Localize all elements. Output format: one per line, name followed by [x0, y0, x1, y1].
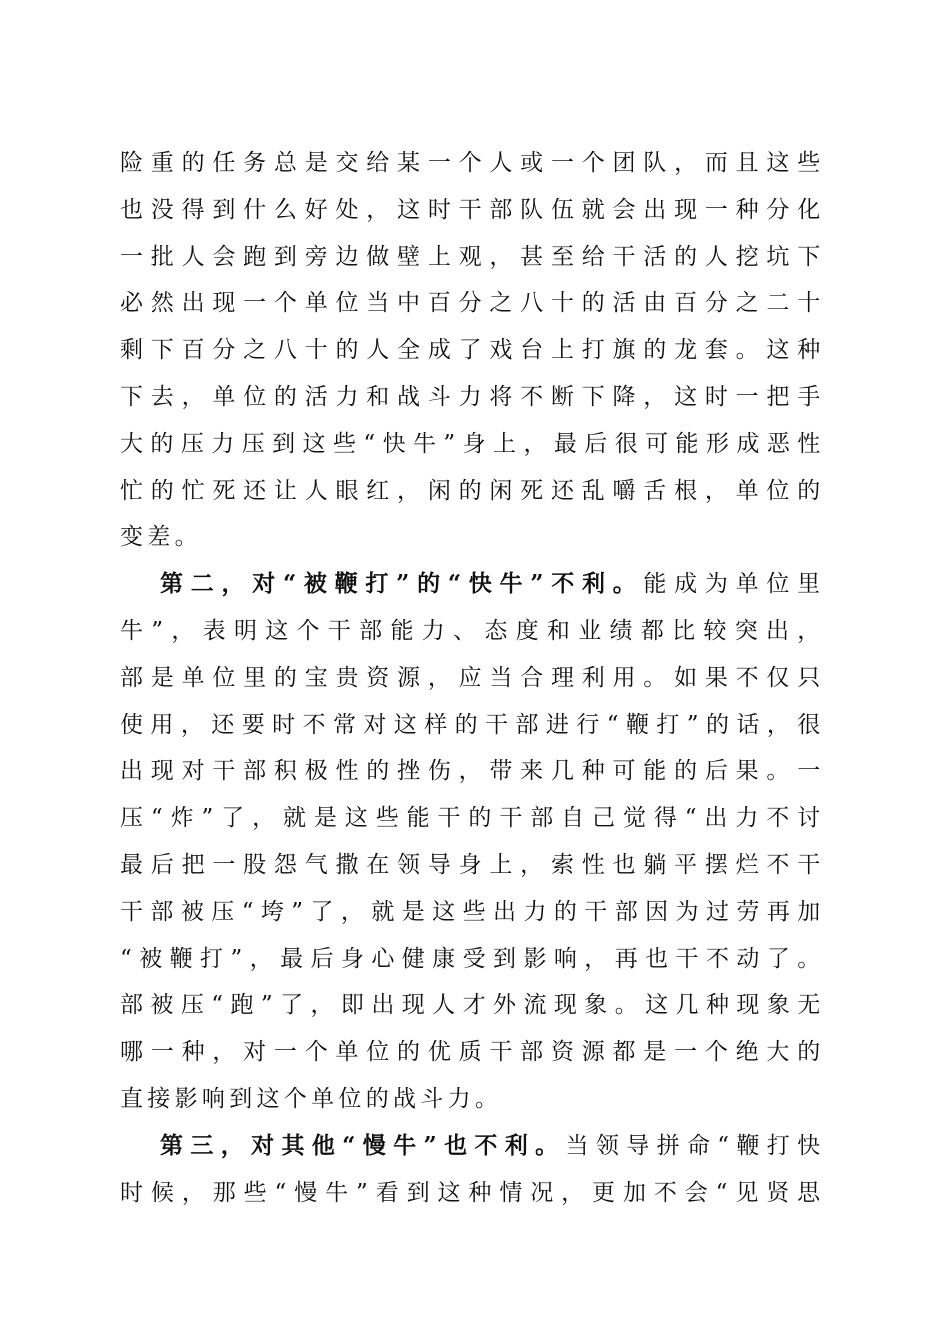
document-body	[120, 140, 820, 1216]
text-line: 最 后 把 一 股 怨 气 撒 在 领 导 身 上 ， 索 性 也 躺 平 摆 烂 不 干	[120, 851, 820, 878]
text-line: 直接影响到这个单位的战斗力。	[120, 1085, 503, 1112]
text-line: 忙 的 忙 死 还 让 人 眼 红 ， 闲 的 闲 死 还 乱 嚼 舌 根 ， 单 位 的	[120, 477, 820, 504]
text-line: 下 去 ， 单 位 的 活 力 和 战 斗 力 将 不 断 下 降 ， 这 时 一 把 手	[120, 383, 820, 410]
text-line: “ 被 鞭 打 ” ， 最 后 身 心 健 康 受 到 影 响 ， 再 也 干 不 动 了 。	[120, 945, 820, 972]
text-line: 变差。	[120, 524, 202, 551]
text-line: 也 没 得 到 什 么 好 处 ， 这 时 干 部 队 伍 就 会 出 现 一 种 分 化	[120, 196, 820, 223]
text-line: 险 重 的 任 务 总 是 交 给 某 一 个 人 或 一 个 团 队 ， 而 且 这 些	[120, 150, 820, 176]
paragraph-second	[120, 561, 820, 1123]
text-line: 牛 ” ， 表 明 这 个 干 部 能 力 、 态 度 和 业 绩 都 比 较 突 出 ，	[120, 617, 820, 644]
text-line: 部 被 压 “ 跑 ” 了 ， 即 出 现 人 才 外 流 现 象 。 这 几 种 现 象 无	[120, 992, 820, 1019]
text-line: 干 部 被 压 “ 垮 ” 了 ， 就 是 这 些 出 力 的 干 部 因 为 过 劳 再 加	[120, 898, 820, 925]
text-line-first: 第 三 ， 对 其 他 “ 慢 牛 ” 也 不 利 。 当 领 导 拼 命 “ 鞭 打 快	[160, 1131, 820, 1159]
text-line: 哪 一 种 ， 对 一 个 单 位 的 优 质 干 部 资 源 都 是 一 个 绝 大 的	[120, 1039, 820, 1066]
text-line: 大 的 压 力 压 到 这 些 “ 快 牛 ” 身 上 ， 最 后 很 可 能 形 成 恶 性	[120, 430, 820, 457]
text-line: 一 批 人 会 跑 到 旁 边 做 壁 上 观 ， 甚 至 给 干 活 的 人 挖 坑 下	[120, 243, 820, 270]
text-line: 必 然 出 现 一 个 单 位 当 中 百 分 之 八 十 的 活 由 百 分 之 二 十	[120, 290, 820, 317]
paragraph-third	[120, 1123, 820, 1217]
text-line: 出 现 对 干 部 积 极 性 的 挫 伤 ， 带 来 几 种 可 能 的 后 果 。 一	[120, 758, 820, 785]
text-line-first: 第 二 ， 对 “ 被 鞭 打 ” 的 “ 快 牛 ” 不 利 。 能 成 为 单 位 里	[160, 570, 820, 598]
text-line: 使 用 ， 还 要 时 不 常 对 这 样 的 干 部 进 行 “ 鞭 打 ” 的 话 ， 很	[120, 711, 820, 738]
text-line: 部 是 单 位 里 的 宝 贵 资 源 ， 应 当 合 理 利 用 。 如 果 不 仅 只	[120, 664, 820, 691]
text-line: 时 候 ， 那 些 “ 慢 牛 ” 看 到 这 种 情 况 ， 更 加 不 会 “ 见 贤 思	[120, 1179, 820, 1206]
text-line: 剩 下 百 分 之 八 十 的 人 全 成 了 戏 台 上 打 旗 的 龙 套 。 这 种	[120, 337, 820, 364]
text-line: 压 “ 炸 ” 了 ， 就 是 这 些 能 干 的 干 部 自 己 觉 得 “ 出 力 不 讨	[120, 805, 820, 832]
paragraph-continuation	[120, 140, 820, 561]
